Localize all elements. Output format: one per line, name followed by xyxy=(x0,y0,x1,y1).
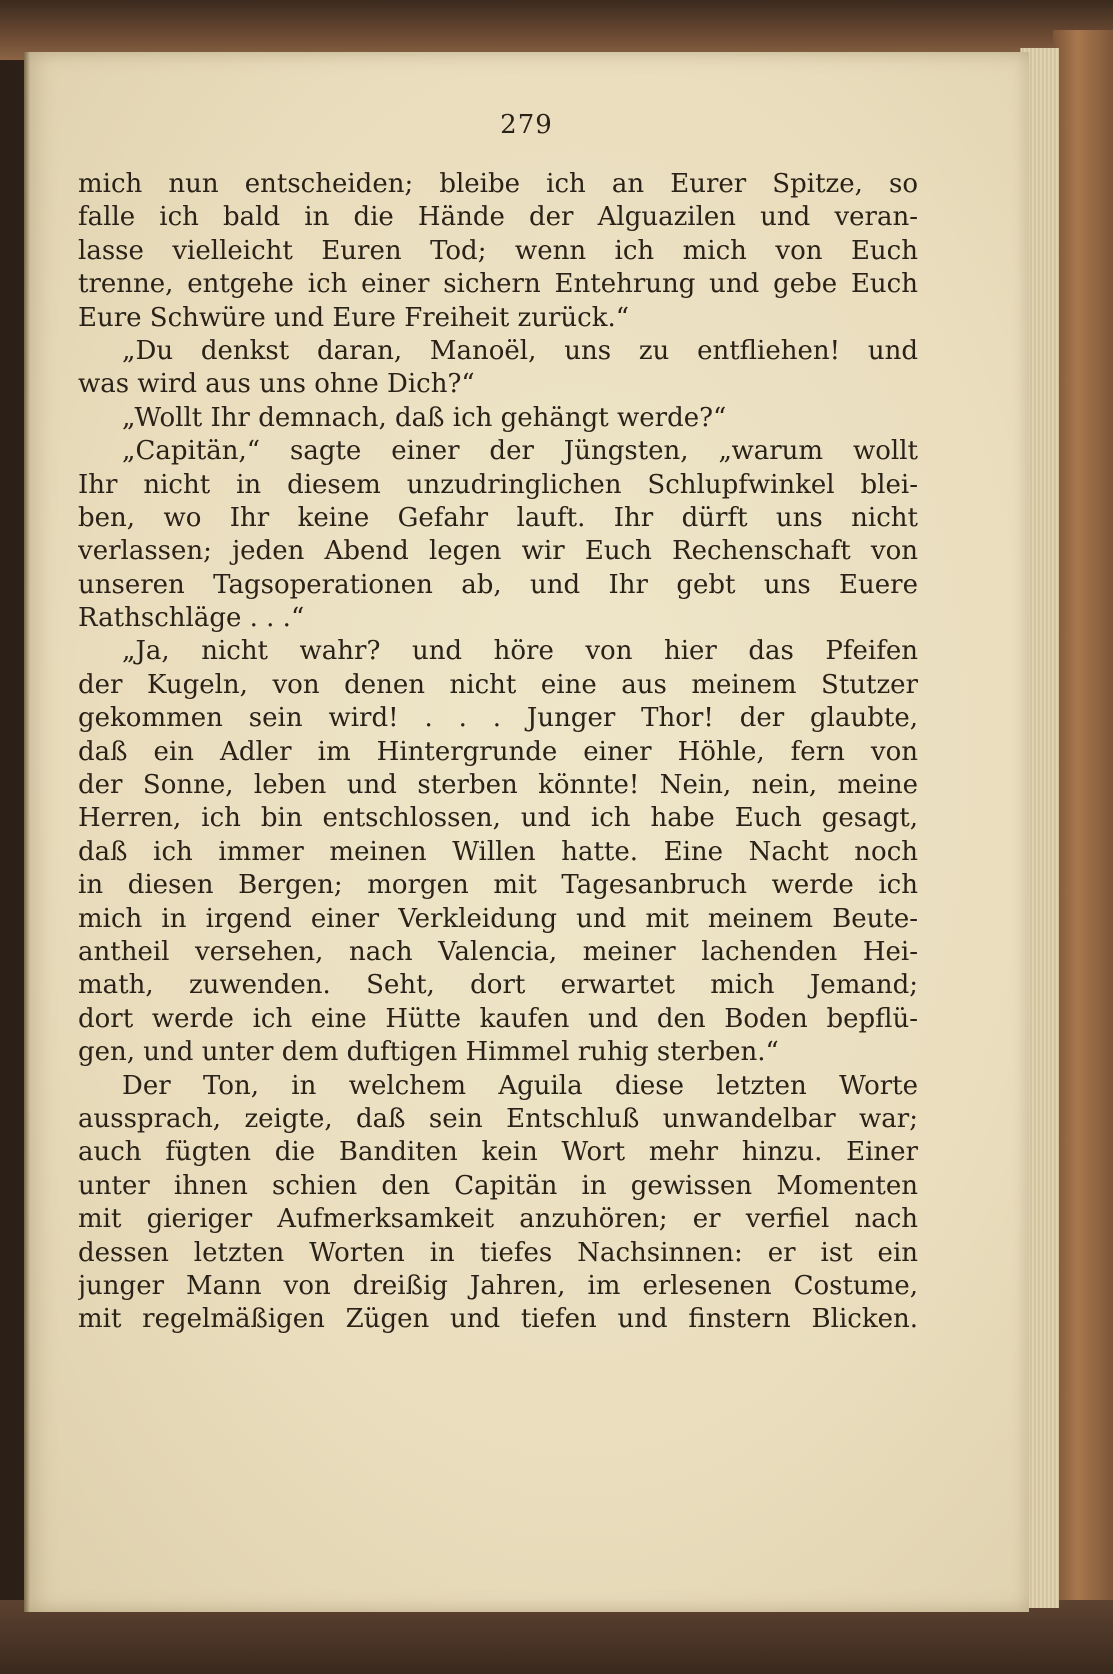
text-line: dort werde ich eine Hütte kaufen und den Boden bepflü- xyxy=(78,1003,918,1034)
text-line: falle ich bald in die Hände der Alguazilen und veran- xyxy=(78,202,918,233)
text-line: Herren, ich bin entschlossen, und ich habe Euch gesagt, xyxy=(78,803,918,834)
text-line: unseren Tagsoperationen ab, und Ihr gebt uns Euere xyxy=(78,569,918,600)
text-line: der Kugeln, von denen nicht eine aus meinem Stutzer xyxy=(78,669,918,700)
text-line: dessen letzten Worten in tiefes Nachsinnen: er ist ein xyxy=(78,1237,918,1268)
text-line: was wird aus uns ohne Dich?“ xyxy=(78,369,475,400)
text-line: mich in irgend einer Verkleidung und mit meinem Beute- xyxy=(78,903,918,934)
text-line: antheil versehen, nach Valencia, meiner lachenden Hei- xyxy=(78,936,918,967)
body-text xyxy=(78,168,918,1337)
text-line: „Capitän,“ sagte einer der Jüngsten, „warum wollt xyxy=(122,436,918,467)
text-line: ben, wo Ihr keine Gefahr lauft. Ihr dürft uns nicht xyxy=(78,502,918,533)
text-line: Eure Schwüre und Eure Freiheit zurück.“ xyxy=(78,302,630,333)
text-line: auch fügten die Banditen kein Wort mehr hinzu. Einer xyxy=(78,1137,918,1168)
text-line: gen, und unter dem duftigen Himmel ruhig sterben.“ xyxy=(78,1037,779,1068)
text-line: Rathschläge . . .“ xyxy=(78,603,305,634)
page-number: 279 xyxy=(500,110,553,140)
text-line: trenne, entgehe ich einer sichern Entehrung und gebe Euch xyxy=(78,269,918,300)
page-gutter xyxy=(24,52,30,1612)
text-line: „Wollt Ihr demnach, daß ich gehängt werde?“ xyxy=(122,402,727,433)
text-line: mit gieriger Aufmerksamkeit anzuhören; er verfiel nach xyxy=(78,1204,918,1235)
text-line: unter ihnen schien den Capitän in gewissen Momenten xyxy=(78,1170,918,1201)
text-line: gekommen sein wird! . . . Junger Thor! der glaubte, xyxy=(78,703,918,734)
text-line: daß ein Adler im Hintergrunde einer Höhle, fern von xyxy=(78,736,918,767)
text-line: math, zuwenden. Seht, dort erwartet mich Jemand; xyxy=(78,970,918,1001)
text-line: verlassen; jeden Abend legen wir Euch Rechenschaft von xyxy=(78,536,918,567)
text-line: „Du denkst daran, Manoël, uns zu entfliehen! und xyxy=(122,335,918,366)
text-line: mit regelmäßigen Zügen und tiefen und finstern Blicken. xyxy=(78,1304,918,1335)
text-line: lasse vielleicht Euren Tod; wenn ich mich von Euch xyxy=(78,235,918,266)
text-line: junger Mann von dreißig Jahren, im erlesenen Costume, xyxy=(78,1270,918,1301)
text-line: Der Ton, in welchem Aguila diese letzten Worte xyxy=(122,1070,918,1101)
text-line: aussprach, zeigte, daß sein Entschluß unwandelbar war; xyxy=(78,1103,918,1134)
book-cover-top xyxy=(0,0,1113,60)
text-line: Ihr nicht in diesem unzudringlichen Schlupfwinkel blei- xyxy=(78,469,918,500)
text-line: in diesen Bergen; morgen mit Tagesanbruch werde ich xyxy=(78,870,918,901)
text-line: der Sonne, leben und sterben könnte! Nein, nein, meine xyxy=(78,770,918,801)
book-cover-right xyxy=(1053,30,1113,1650)
text-line: mich nun entscheiden; bleibe ich an Eurer Spitze, so xyxy=(78,169,918,199)
book-page xyxy=(24,52,1029,1612)
text-line: „Ja, nicht wahr? und höre von hier das Pfeifen xyxy=(122,636,918,667)
text-line: daß ich immer meinen Willen hatte. Eine Nacht noch xyxy=(78,836,918,867)
